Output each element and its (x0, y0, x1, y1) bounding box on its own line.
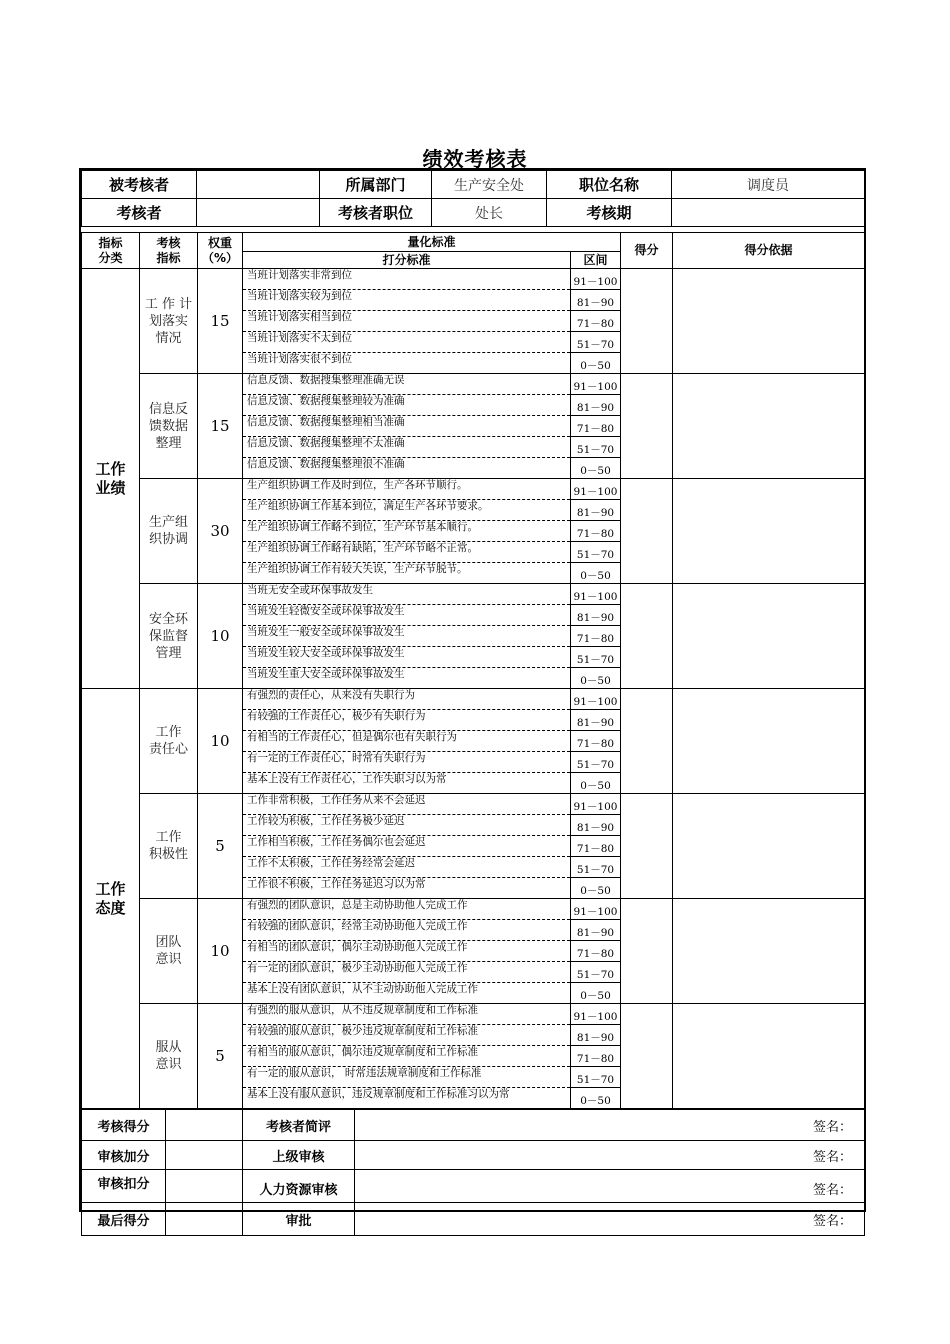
category-name-line1: 工作 (95, 879, 126, 898)
examinee-label: 被考核者 (82, 171, 197, 199)
signature-label: 签名： (812, 1119, 852, 1135)
score-range: 0－50 (571, 668, 621, 689)
score-basis-cell[interactable] (673, 269, 865, 374)
score-range: 91－100 (571, 689, 621, 710)
hr-review-label: 人力资源审核 (243, 1170, 355, 1203)
indicator-name-line: 团队 (155, 935, 182, 950)
scoring-criterion: 生产组织协调工作略不到位，生产环节基本顺行。 (243, 521, 571, 542)
score-range: 71－80 (571, 416, 621, 437)
dept-label: 所属部门 (320, 171, 432, 199)
examiner-comment-label: 考核者简评 (243, 1110, 355, 1141)
score-range: 81－90 (571, 920, 621, 941)
examiner-field[interactable] (197, 199, 320, 227)
indicator-name-line: 划落实 (148, 313, 188, 329)
score-input-cell[interactable] (621, 794, 673, 899)
scoring-criterion: 有一定的团队意识，极少主动协助他人完成工作 (243, 962, 571, 983)
indicator-name-line: 整理 (155, 435, 182, 451)
score-range: 81－90 (571, 500, 621, 521)
score-basis-cell[interactable] (673, 794, 865, 899)
score-range: 71－80 (571, 626, 621, 647)
scoring-criterion: 有较强的服从意识，极少违反规章制度和工作标准 (243, 1025, 571, 1046)
weight-header-line2: （%） (201, 250, 239, 265)
score-range: 0－50 (571, 353, 621, 374)
total-score-field[interactable] (166, 1110, 243, 1141)
weight-cell: 10 (198, 584, 243, 689)
indicator-name-line: 信息反 (148, 401, 188, 417)
score-input-cell[interactable] (621, 479, 673, 584)
criterion-row (82, 584, 865, 605)
criterion-row (82, 899, 865, 920)
scoring-criterion: 信息反馈、数据搜集整理较为准确 (243, 395, 571, 416)
scoring-criterion: 有相当的工作责任心，但是偶尔也有失职行为 (243, 731, 571, 752)
scoring-standard-header: 打分标准 (243, 252, 571, 269)
weight-cell: 30 (198, 479, 243, 584)
score-column-header: 得分 (621, 233, 673, 269)
weight-column-header (198, 233, 243, 269)
score-range: 91－100 (571, 374, 621, 395)
score-input-cell[interactable] (621, 269, 673, 374)
superior-review-field[interactable] (355, 1141, 865, 1170)
category-name-line2: 业绩 (95, 478, 126, 497)
indicator-name-line: 情况 (155, 330, 182, 346)
scoring-criterion: 有强烈的团队意识，总是主动协助他人完成工作 (243, 899, 571, 920)
scoring-criterion: 当班计划落实非常到位 (243, 269, 571, 290)
superior-review-label: 上级审核 (243, 1141, 355, 1170)
bonus-score-field[interactable] (166, 1141, 243, 1170)
indicator-cell (140, 269, 198, 374)
scoring-criterion: 生产组织协调工作有较大失误，生产环节脱节。 (243, 563, 571, 584)
scoring-criterion: 有较强的工作责任心，极少有失职行为 (243, 710, 571, 731)
score-range: 0－50 (571, 458, 621, 479)
scoring-criterion: 工作很不积极，工作任务延迟习以为常 (243, 878, 571, 899)
score-range: 51－70 (571, 542, 621, 563)
approval-label: 审批 (243, 1203, 355, 1236)
scoring-criterion: 信息反馈、数据搜集整理不太准确 (243, 437, 571, 458)
indicator-name-line: 意识 (155, 1057, 182, 1072)
score-range: 0－50 (571, 1088, 621, 1109)
score-range: 81－90 (571, 605, 621, 626)
position-label: 职位名称 (547, 171, 672, 199)
weight-cell: 15 (198, 374, 243, 479)
basis-column-header: 得分依据 (673, 233, 865, 269)
scoring-criterion: 有相当的团队意识，偶尔主动协助他人完成工作 (243, 941, 571, 962)
indicator-cell (140, 584, 198, 689)
scoring-criterion: 生产组织协调工作及时到位，生产各环节顺行。 (243, 479, 571, 500)
bonus-score-label: 审核加分 (82, 1141, 166, 1170)
indicator-name-line: 工作 (155, 725, 182, 740)
criteria-table (81, 232, 865, 1109)
score-range: 91－100 (571, 269, 621, 290)
indicator-header-line2: 指标 (156, 250, 181, 265)
score-range: 91－100 (571, 1004, 621, 1025)
score-basis-cell[interactable] (673, 479, 865, 584)
criterion-row (82, 479, 865, 500)
category-cell (82, 689, 140, 1109)
category-name-line2: 态度 (95, 898, 126, 917)
indicator-name-line: 工 作 计 (144, 296, 193, 312)
weight-cell: 10 (198, 899, 243, 1004)
position-field[interactable]: 调度员 (672, 171, 865, 199)
examiner-position-field[interactable]: 处长 (432, 199, 547, 227)
scoring-criterion: 生产组织协调工作略有缺陷，生产环节略不正常。 (243, 542, 571, 563)
score-range: 51－70 (571, 962, 621, 983)
scoring-criterion: 有一定的服从意识， 时常违法规章制度和工作标准 (243, 1067, 571, 1088)
page-title: 绩效考核表 (422, 147, 528, 171)
approval-field[interactable] (355, 1203, 865, 1236)
examiner-comment-field[interactable] (355, 1110, 865, 1141)
indicator-name-line: 服从 (155, 1040, 182, 1055)
weight-cell: 10 (198, 689, 243, 794)
final-score-field[interactable] (166, 1203, 243, 1236)
quant-standard-header: 量化标准 (243, 233, 621, 252)
indicator-name-line: 安全环 (148, 611, 188, 627)
score-range: 91－100 (571, 584, 621, 605)
score-range: 0－50 (571, 563, 621, 584)
score-range: 81－90 (571, 710, 621, 731)
category-header-line1: 指标 (98, 235, 123, 250)
scoring-criterion: 有强烈的服从意识，从不违反规章制度和工作标准 (243, 1004, 571, 1025)
criterion-row (82, 794, 865, 815)
final-score-label: 最后得分 (82, 1203, 166, 1236)
score-basis-cell[interactable] (673, 899, 865, 1004)
indicator-name-line: 责任心 (148, 742, 188, 757)
scoring-criterion: 生产组织协调工作基本到位，满足生产各环节要求。 (243, 500, 571, 521)
scoring-criterion: 当班发生轻微安全或环保事故发生 (243, 605, 571, 626)
indicator-cell (140, 689, 198, 794)
criterion-row (82, 269, 865, 290)
scoring-criterion: 当班发生较大安全或环保事故发生 (243, 647, 571, 668)
score-range: 71－80 (571, 731, 621, 752)
footer-table (81, 1109, 865, 1236)
score-range: 51－70 (571, 1067, 621, 1088)
indicator-name-line: 馈数据 (148, 418, 188, 434)
score-range: 51－70 (571, 332, 621, 353)
score-basis-cell[interactable] (673, 584, 865, 689)
category-name-line1: 工作 (95, 459, 126, 478)
score-input-cell[interactable] (621, 899, 673, 1004)
range-header: 区间 (571, 252, 621, 269)
score-range: 81－90 (571, 395, 621, 416)
scoring-criterion: 当班计划落实不太到位 (243, 332, 571, 353)
hr-review-field[interactable] (355, 1170, 865, 1203)
criterion-row (82, 374, 865, 395)
scoring-criterion: 当班发生一般安全或环保事故发生 (243, 626, 571, 647)
indicator-name-line: 工作 (155, 830, 182, 845)
scoring-criterion: 信息反馈、数据搜集整理很不准确 (243, 458, 571, 479)
score-range: 51－70 (571, 857, 621, 878)
score-range: 71－80 (571, 521, 621, 542)
scoring-criterion: 基本上没有工作责任心，工作失职习以为常 (243, 773, 571, 794)
scoring-criterion: 有强烈的责任心，从来没有失职行为 (243, 689, 571, 710)
scoring-criterion: 有一定的工作责任心，时常有失职行为 (243, 752, 571, 773)
signature-label: 签名： (812, 1213, 852, 1229)
scoring-criterion: 信息反馈、数据搜集整理准确无误 (243, 374, 571, 395)
scoring-criterion: 基本上没有服从意识，违反规章制度和工作标准习以为常 (243, 1088, 571, 1109)
signature-label: 签名： (812, 1149, 852, 1165)
score-range: 91－100 (571, 479, 621, 500)
score-range: 71－80 (571, 941, 621, 962)
period-label: 考核期 (547, 199, 672, 227)
score-basis-cell[interactable] (673, 374, 865, 479)
score-range: 81－90 (571, 290, 621, 311)
period-field[interactable] (672, 199, 865, 227)
scoring-criterion: 有较强的团队意识，经常主动协助他人完成工作 (243, 920, 571, 941)
appraisal-form (79, 168, 866, 1229)
score-range: 51－70 (571, 437, 621, 458)
examiner-position-label: 考核者职位 (320, 199, 432, 227)
category-column-header (82, 233, 140, 269)
score-basis-cell[interactable] (673, 689, 865, 794)
scoring-criterion: 当班计划落实很不到位 (243, 353, 571, 374)
indicator-cell (140, 899, 198, 1004)
examiner-label: 考核者 (82, 199, 197, 227)
score-range: 0－50 (571, 773, 621, 794)
score-range: 0－50 (571, 878, 621, 899)
score-range: 71－80 (571, 311, 621, 332)
deduction-field[interactable] (166, 1170, 243, 1203)
indicator-cell (140, 479, 198, 584)
score-basis-cell[interactable] (673, 1004, 865, 1109)
score-range: 0－50 (571, 983, 621, 1004)
weight-cell: 15 (198, 269, 243, 374)
weight-header-line1: 权重 (207, 235, 232, 250)
indicator-cell (140, 374, 198, 479)
indicator-cell (140, 1004, 198, 1109)
indicator-name-line: 保监督 (148, 628, 188, 644)
indicator-name-line: 生产组 (148, 515, 188, 530)
scoring-criterion: 有相当的服从意识，偶尔违反规章制度和工作标准 (243, 1046, 571, 1067)
header-table (81, 170, 865, 227)
category-header-line2: 分类 (98, 250, 123, 265)
scoring-criterion: 当班计划落实较为到位 (243, 290, 571, 311)
indicator-name-line: 管理 (155, 645, 182, 661)
criterion-row (82, 1004, 865, 1025)
score-input-cell[interactable] (621, 374, 673, 479)
score-input-cell[interactable] (621, 689, 673, 794)
score-input-cell[interactable] (621, 584, 673, 689)
score-range: 71－80 (571, 836, 621, 857)
deduction-label: 审核扣分 (82, 1170, 166, 1203)
score-range: 71－80 (571, 1046, 621, 1067)
score-range: 91－100 (571, 899, 621, 920)
scoring-criterion: 基本上没有团队意识，从不主动协助他人完成工作 (243, 983, 571, 1004)
scoring-criterion: 当班无安全或环保事故发生 (243, 584, 571, 605)
category-cell (82, 269, 140, 689)
indicator-name-line: 积极性 (148, 847, 188, 862)
scoring-criterion: 当班计划落实相当到位 (243, 311, 571, 332)
score-range: 81－90 (571, 1025, 621, 1046)
criterion-row (82, 689, 865, 710)
score-input-cell[interactable] (621, 1004, 673, 1109)
indicator-column-header (140, 233, 198, 269)
scoring-criterion: 信息反馈、数据搜集整理相当准确 (243, 416, 571, 437)
score-range: 51－70 (571, 752, 621, 773)
signature-label: 签名： (812, 1183, 852, 1198)
examinee-field[interactable] (197, 171, 320, 199)
weight-cell: 5 (198, 1004, 243, 1109)
scoring-criterion: 工作相当积极，工作任务偶尔也会延迟 (243, 836, 571, 857)
scoring-criterion: 当班发生重大安全或环保事故发生 (243, 668, 571, 689)
scoring-criterion: 工作不太积极，工作任务经常会延迟 (243, 857, 571, 878)
indicator-header-line1: 考核 (156, 235, 181, 250)
dept-field[interactable]: 生产安全处 (432, 171, 547, 199)
score-range: 91－100 (571, 794, 621, 815)
score-range: 81－90 (571, 815, 621, 836)
scoring-criterion: 工作非常积极，工作任务从来不会延迟 (243, 794, 571, 815)
weight-cell: 5 (198, 794, 243, 899)
total-score-label: 考核得分 (82, 1110, 166, 1141)
scoring-criterion: 工作较为积极，工作任务极少延迟 (243, 815, 571, 836)
score-range: 51－70 (571, 647, 621, 668)
indicator-name-line: 意识 (155, 952, 182, 967)
indicator-cell (140, 794, 198, 899)
indicator-name-line: 织协调 (148, 532, 188, 547)
